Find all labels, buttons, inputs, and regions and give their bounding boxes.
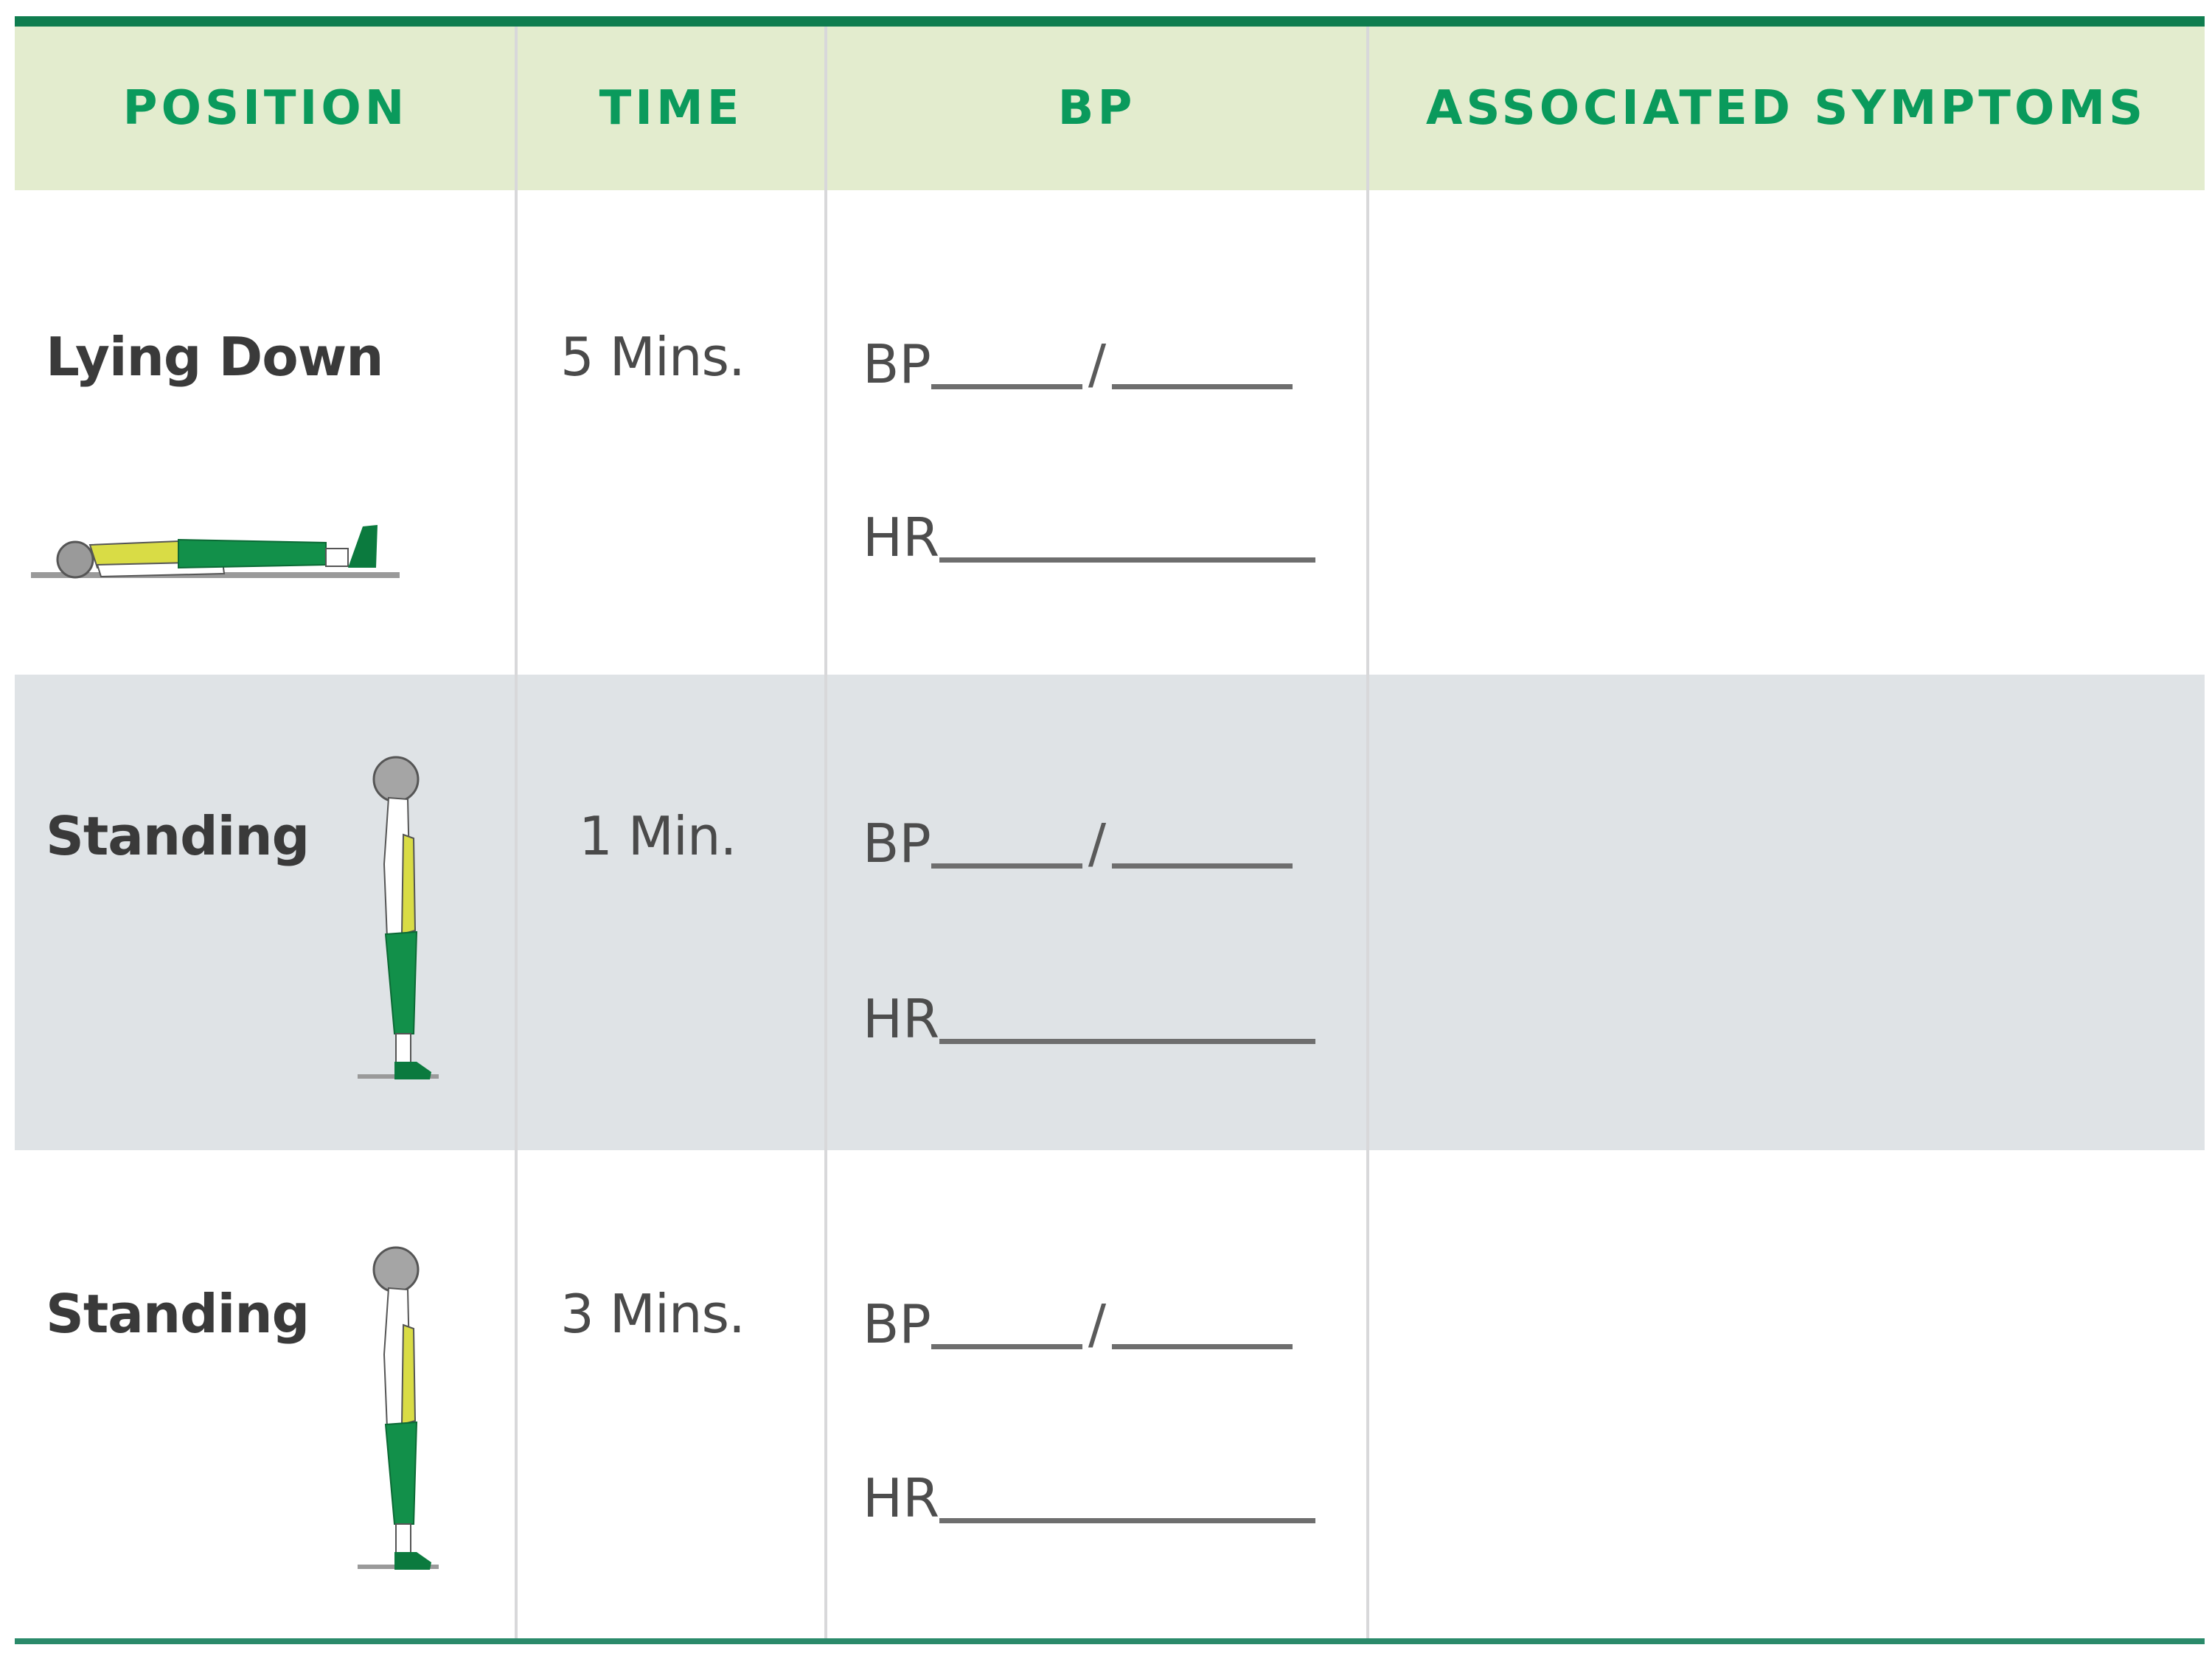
bottom-rule bbox=[15, 1638, 2205, 1644]
column-divider bbox=[1366, 27, 1369, 1641]
position-label: Standing bbox=[46, 1283, 310, 1345]
time-label: 3 Mins. bbox=[560, 1283, 745, 1345]
lying-person-icon bbox=[31, 519, 414, 585]
bp-separator: / bbox=[1088, 1293, 1107, 1355]
bp-separator: / bbox=[1088, 333, 1107, 395]
diastolic-blank[interactable] bbox=[1112, 384, 1293, 389]
position-label: Lying Down bbox=[46, 326, 383, 388]
table-header bbox=[15, 27, 2205, 190]
systolic-blank[interactable] bbox=[931, 384, 1082, 389]
symptoms-cell[interactable] bbox=[1371, 675, 2205, 1150]
hr-blank[interactable] bbox=[939, 1518, 1315, 1523]
hr-blank[interactable] bbox=[939, 1039, 1315, 1044]
header-bp: BP bbox=[1057, 81, 1136, 136]
bp-label: BP bbox=[863, 333, 931, 395]
standing-person-icon bbox=[343, 754, 453, 1093]
header-position: POSITION bbox=[122, 81, 408, 136]
symptoms-cell[interactable] bbox=[1371, 193, 2205, 672]
standing-person-icon bbox=[343, 1244, 453, 1583]
top-rule bbox=[15, 16, 2205, 27]
hr-label: HR bbox=[863, 988, 940, 1050]
time-label: 1 Min. bbox=[579, 805, 737, 867]
hr-field[interactable] bbox=[863, 988, 1315, 1050]
bp-field[interactable] bbox=[863, 1293, 1293, 1355]
column-divider bbox=[824, 27, 827, 1641]
systolic-blank[interactable] bbox=[931, 863, 1082, 869]
hr-field[interactable] bbox=[863, 1467, 1315, 1529]
time-label: 5 Mins. bbox=[560, 326, 745, 388]
diastolic-blank[interactable] bbox=[1112, 863, 1293, 869]
bp-label: BP bbox=[863, 813, 931, 874]
header-time: TIME bbox=[599, 81, 743, 136]
column-divider bbox=[515, 27, 518, 1641]
header-associated-symptoms: ASSOCIATED SYMPTOMS bbox=[1425, 81, 2147, 136]
hr-blank[interactable] bbox=[939, 557, 1315, 563]
systolic-blank[interactable] bbox=[931, 1344, 1082, 1349]
position-label: Standing bbox=[46, 805, 310, 867]
hr-label: HR bbox=[863, 507, 940, 568]
symptoms-cell[interactable] bbox=[1371, 1150, 2205, 1637]
hr-label: HR bbox=[863, 1467, 940, 1529]
diastolic-blank[interactable] bbox=[1112, 1344, 1293, 1349]
bp-separator: / bbox=[1088, 813, 1107, 874]
bp-field[interactable] bbox=[863, 813, 1293, 874]
hr-field[interactable] bbox=[863, 507, 1315, 568]
bp-label: BP bbox=[863, 1293, 931, 1355]
bp-field[interactable] bbox=[863, 333, 1293, 395]
